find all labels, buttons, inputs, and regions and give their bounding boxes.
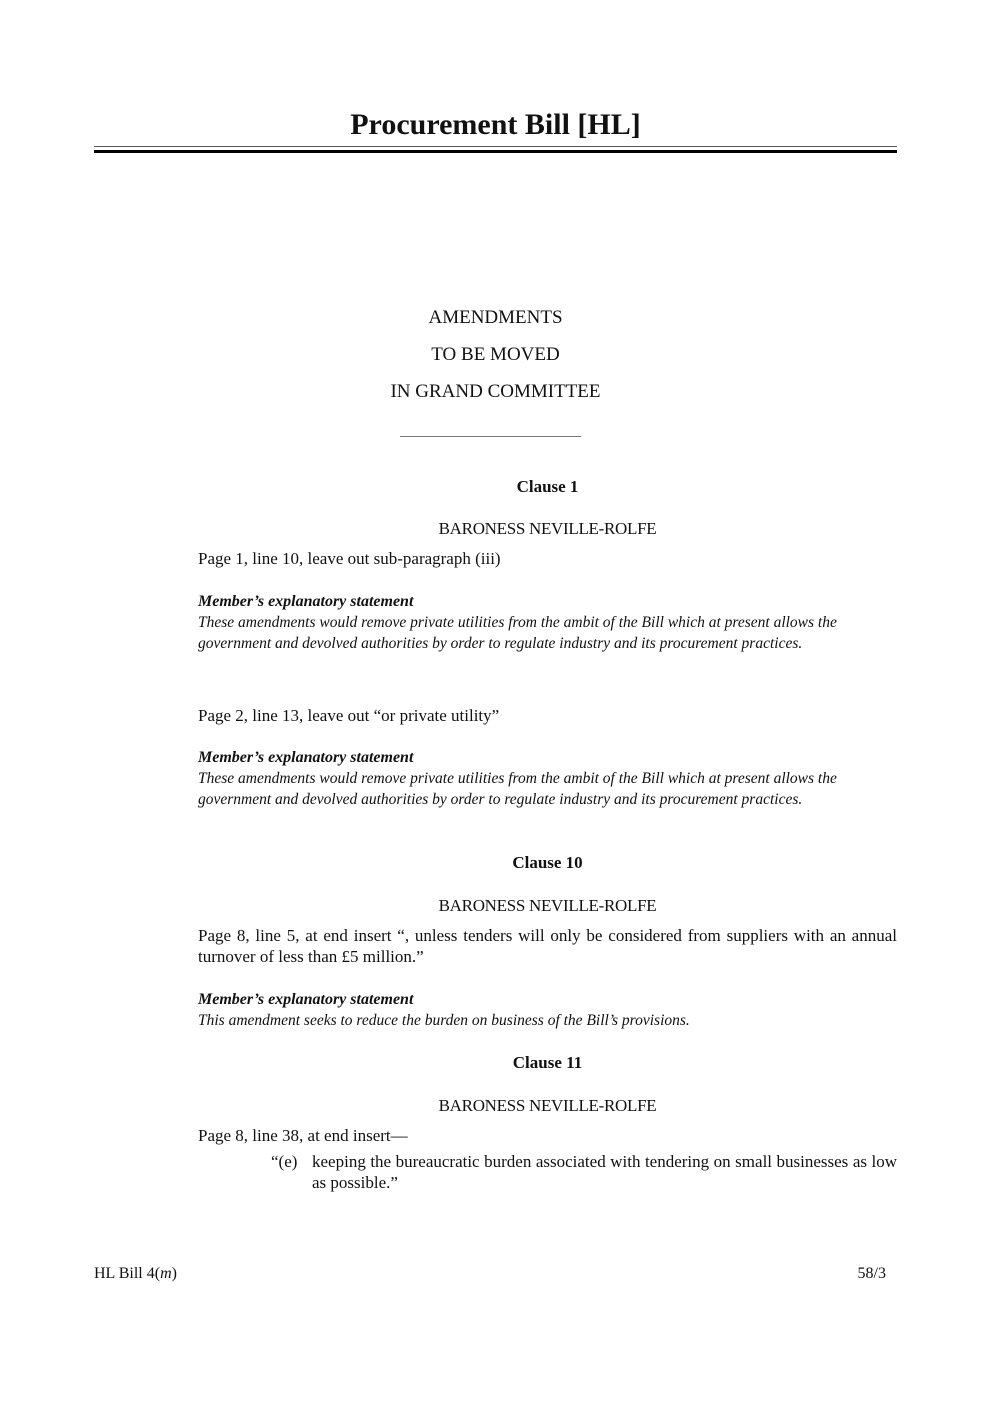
bill-reference-letter: m (160, 1265, 172, 1282)
amendment-text: Page 2, line 13, leave out “or private utility” (198, 706, 500, 725)
bill-reference (94, 1264, 177, 1284)
amendment-text: Page 8, line 5, at end insert “, unless tenders will only be considered from suppliers with an annual turnover of less than £5 million.” (198, 926, 897, 966)
statement-text: These amendments would remove private utilities from the ambit of the Bill which at present allows the government and devolved authorities by order to regulate industry and its procurement practices. (198, 614, 837, 652)
statement-title: Member’s explanatory statement (198, 593, 414, 610)
statement-text: These amendments would remove private utilities from the ambit of the Bill which at present allows the government and devolved authorities by order to regulate industry and its procurement practices. (198, 770, 837, 808)
amendment-text: Page 8, line 38, at end insert— (198, 1126, 408, 1145)
inserted-paragraph (271, 1151, 897, 1193)
paragraph-marker: “(e) (271, 1152, 298, 1171)
clause-heading: Clause 11 (512, 1053, 583, 1072)
heading-line-amendments: AMENDMENTS (428, 307, 563, 328)
title-rule-thick (94, 150, 897, 153)
paragraph-text: keeping the bureaucratic burden associated with tendering on small businesses as low as possible.” (312, 1152, 897, 1192)
page-reference: 58/3 (857, 1265, 886, 1282)
member-name: BARONESS NEVILLE-ROLFE (438, 1096, 657, 1115)
statement-text: This amendment seeks to reduce the burden on business of the Bill’s provisions. (198, 1012, 690, 1029)
bill-reference-suffix: ) (171, 1265, 177, 1282)
heading-line-grand-committee: IN GRAND COMMITTEE (390, 381, 601, 402)
statement-title: Member’s explanatory statement (198, 749, 414, 766)
heading-line-to-be-moved: TO BE MOVED (431, 344, 560, 365)
clause-heading: Clause 10 (512, 853, 583, 872)
statement-title: Member’s explanatory statement (198, 991, 414, 1008)
bill-title: Procurement Bill [HL] (350, 108, 641, 141)
explanatory-statement (198, 591, 897, 654)
clause-heading: Clause 1 (516, 477, 579, 496)
member-name: BARONESS NEVILLE-ROLFE (438, 519, 657, 538)
explanatory-statement (198, 989, 897, 1031)
amendment-text: Page 1, line 10, leave out sub-paragraph (iii) (198, 549, 501, 568)
title-rule-thin (94, 146, 897, 147)
bill-reference-prefix: HL Bill 4( (94, 1265, 161, 1282)
member-name: BARONESS NEVILLE-ROLFE (438, 896, 657, 915)
explanatory-statement (198, 747, 897, 810)
section-divider (400, 436, 581, 437)
